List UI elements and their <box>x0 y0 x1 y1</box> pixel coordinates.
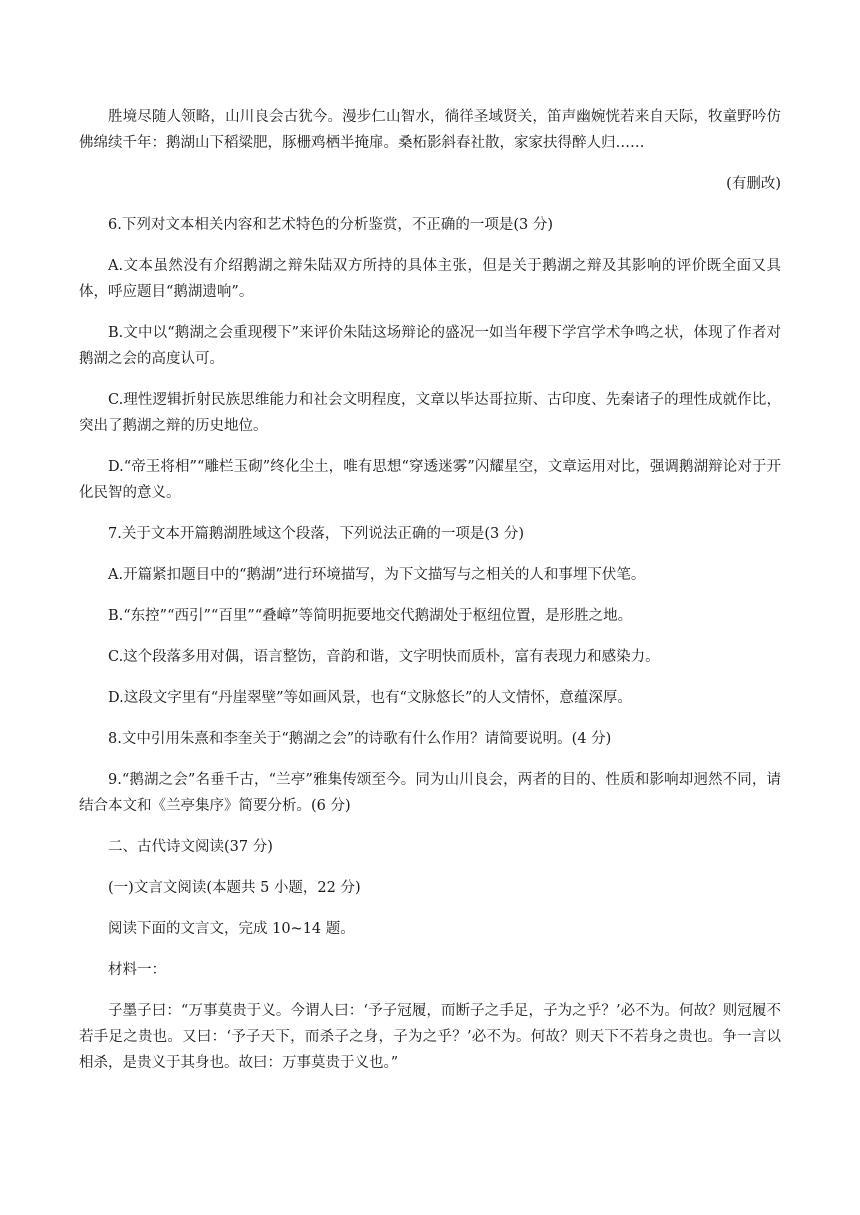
intro-paragraph: 胜境尽随人领略，山川良会古犹今。漫步仁山智水，徜徉圣域贤关，笛声幽婉恍若来自天际，牧童野吟仿佛绵续千年：鹅湖山下稻粱肥，豚栅鸡栖半掩扉。桑柘影斜春社散，家家扶得醉人归…… <box>79 109 781 151</box>
question-7-option-d: D.这段文字里有“丹崖翠壁”等如画风景，也有“文脉悠长”的人文情怀，意蕴深厚。 <box>108 690 632 706</box>
source-note: (有删改) <box>726 176 781 192</box>
document-page <box>79 104 781 1076</box>
question-7-option-a: A.开篇紧扣题目中的“鹅湖”进行环境描写，为下文描写与之相关的人和事埋下伏笔。 <box>108 567 646 583</box>
question-7-option-b: B.“东控”“西引”“百里”“叠嶂”等简明扼要地交代鹅湖处于枢纽位置，是形胜之地。 <box>108 608 633 624</box>
subsection-heading-1: (一)文言文阅读(本题共 5 小题，22 分) <box>108 880 361 896</box>
question-6-option-c: C.理性逻辑折射民族思维能力和社会文明程度，文章以毕达哥拉斯、古印度、先秦诸子的理性成就作比，突出了鹅湖之辩的历史地位。 <box>79 392 781 434</box>
section-heading-2: 二、古代诗文阅读(37 分) <box>108 839 273 855</box>
material-1-label: 材料一： <box>108 962 166 978</box>
question-8: 8.文中引用朱熹和李奎关于“鹅湖之会”的诗歌有什么作用？请简要说明。(4 分) <box>108 731 612 747</box>
question-6-option-d: D.“帝王将相”“雕栏玉砌”终化尘土，唯有思想“穿透迷雾”闪耀星空，文章运用对比，强调鹅湖辩论对于开化民智的意义。 <box>79 459 781 501</box>
material-1-text: 子墨子曰：“万事莫贵于义。今谓人曰：‘予子冠履，而断子之手足，子为之乎？’必不为。何故？则冠履不若手足之贵也。又曰：‘予子天下，而杀子之身，子为之乎？’必不为。何故？则天下不若身之贵也。争一言以相杀，是贵义于其身也。故曰：万事莫贵于义也。” <box>79 1003 781 1071</box>
question-9: 9.“鹅湖之会”名垂千古，“兰亭”雅集传颂至今。同为山川良会，两者的目的、性质和影响却迥然不同，请结合本文和《兰亭集序》简要分析。(6 分) <box>79 772 781 814</box>
question-6-option-a: A.文本虽然没有介绍鹅湖之辩朱陆双方所持的具体主张，但是关于鹅湖之辩及其影响的评价既全面又具体，呼应题目“鹅湖遗响”。 <box>79 258 781 300</box>
question-7-stem: 7.关于文本开篇鹅湖胜域这个段落，下列说法正确的一项是(3 分) <box>108 526 524 542</box>
question-6-stem: 6.下列对文本相关内容和艺术特色的分析鉴赏，不正确的一项是(3 分) <box>108 217 553 233</box>
question-6-option-b: B.文中以“鹅湖之会重现稷下”来评价朱陆这场辩论的盛况一如当年稷下学宫学术争鸣之状，体现了作者对鹅湖之会的高度认可。 <box>79 325 781 367</box>
question-7-option-c: C.这个段落多用对偶，语言整饬，音韵和谐，文字明快而质朴，富有表现力和感染力。 <box>108 649 660 665</box>
reading-instruction: 阅读下面的文言文，完成 10~14 题。 <box>108 921 355 937</box>
